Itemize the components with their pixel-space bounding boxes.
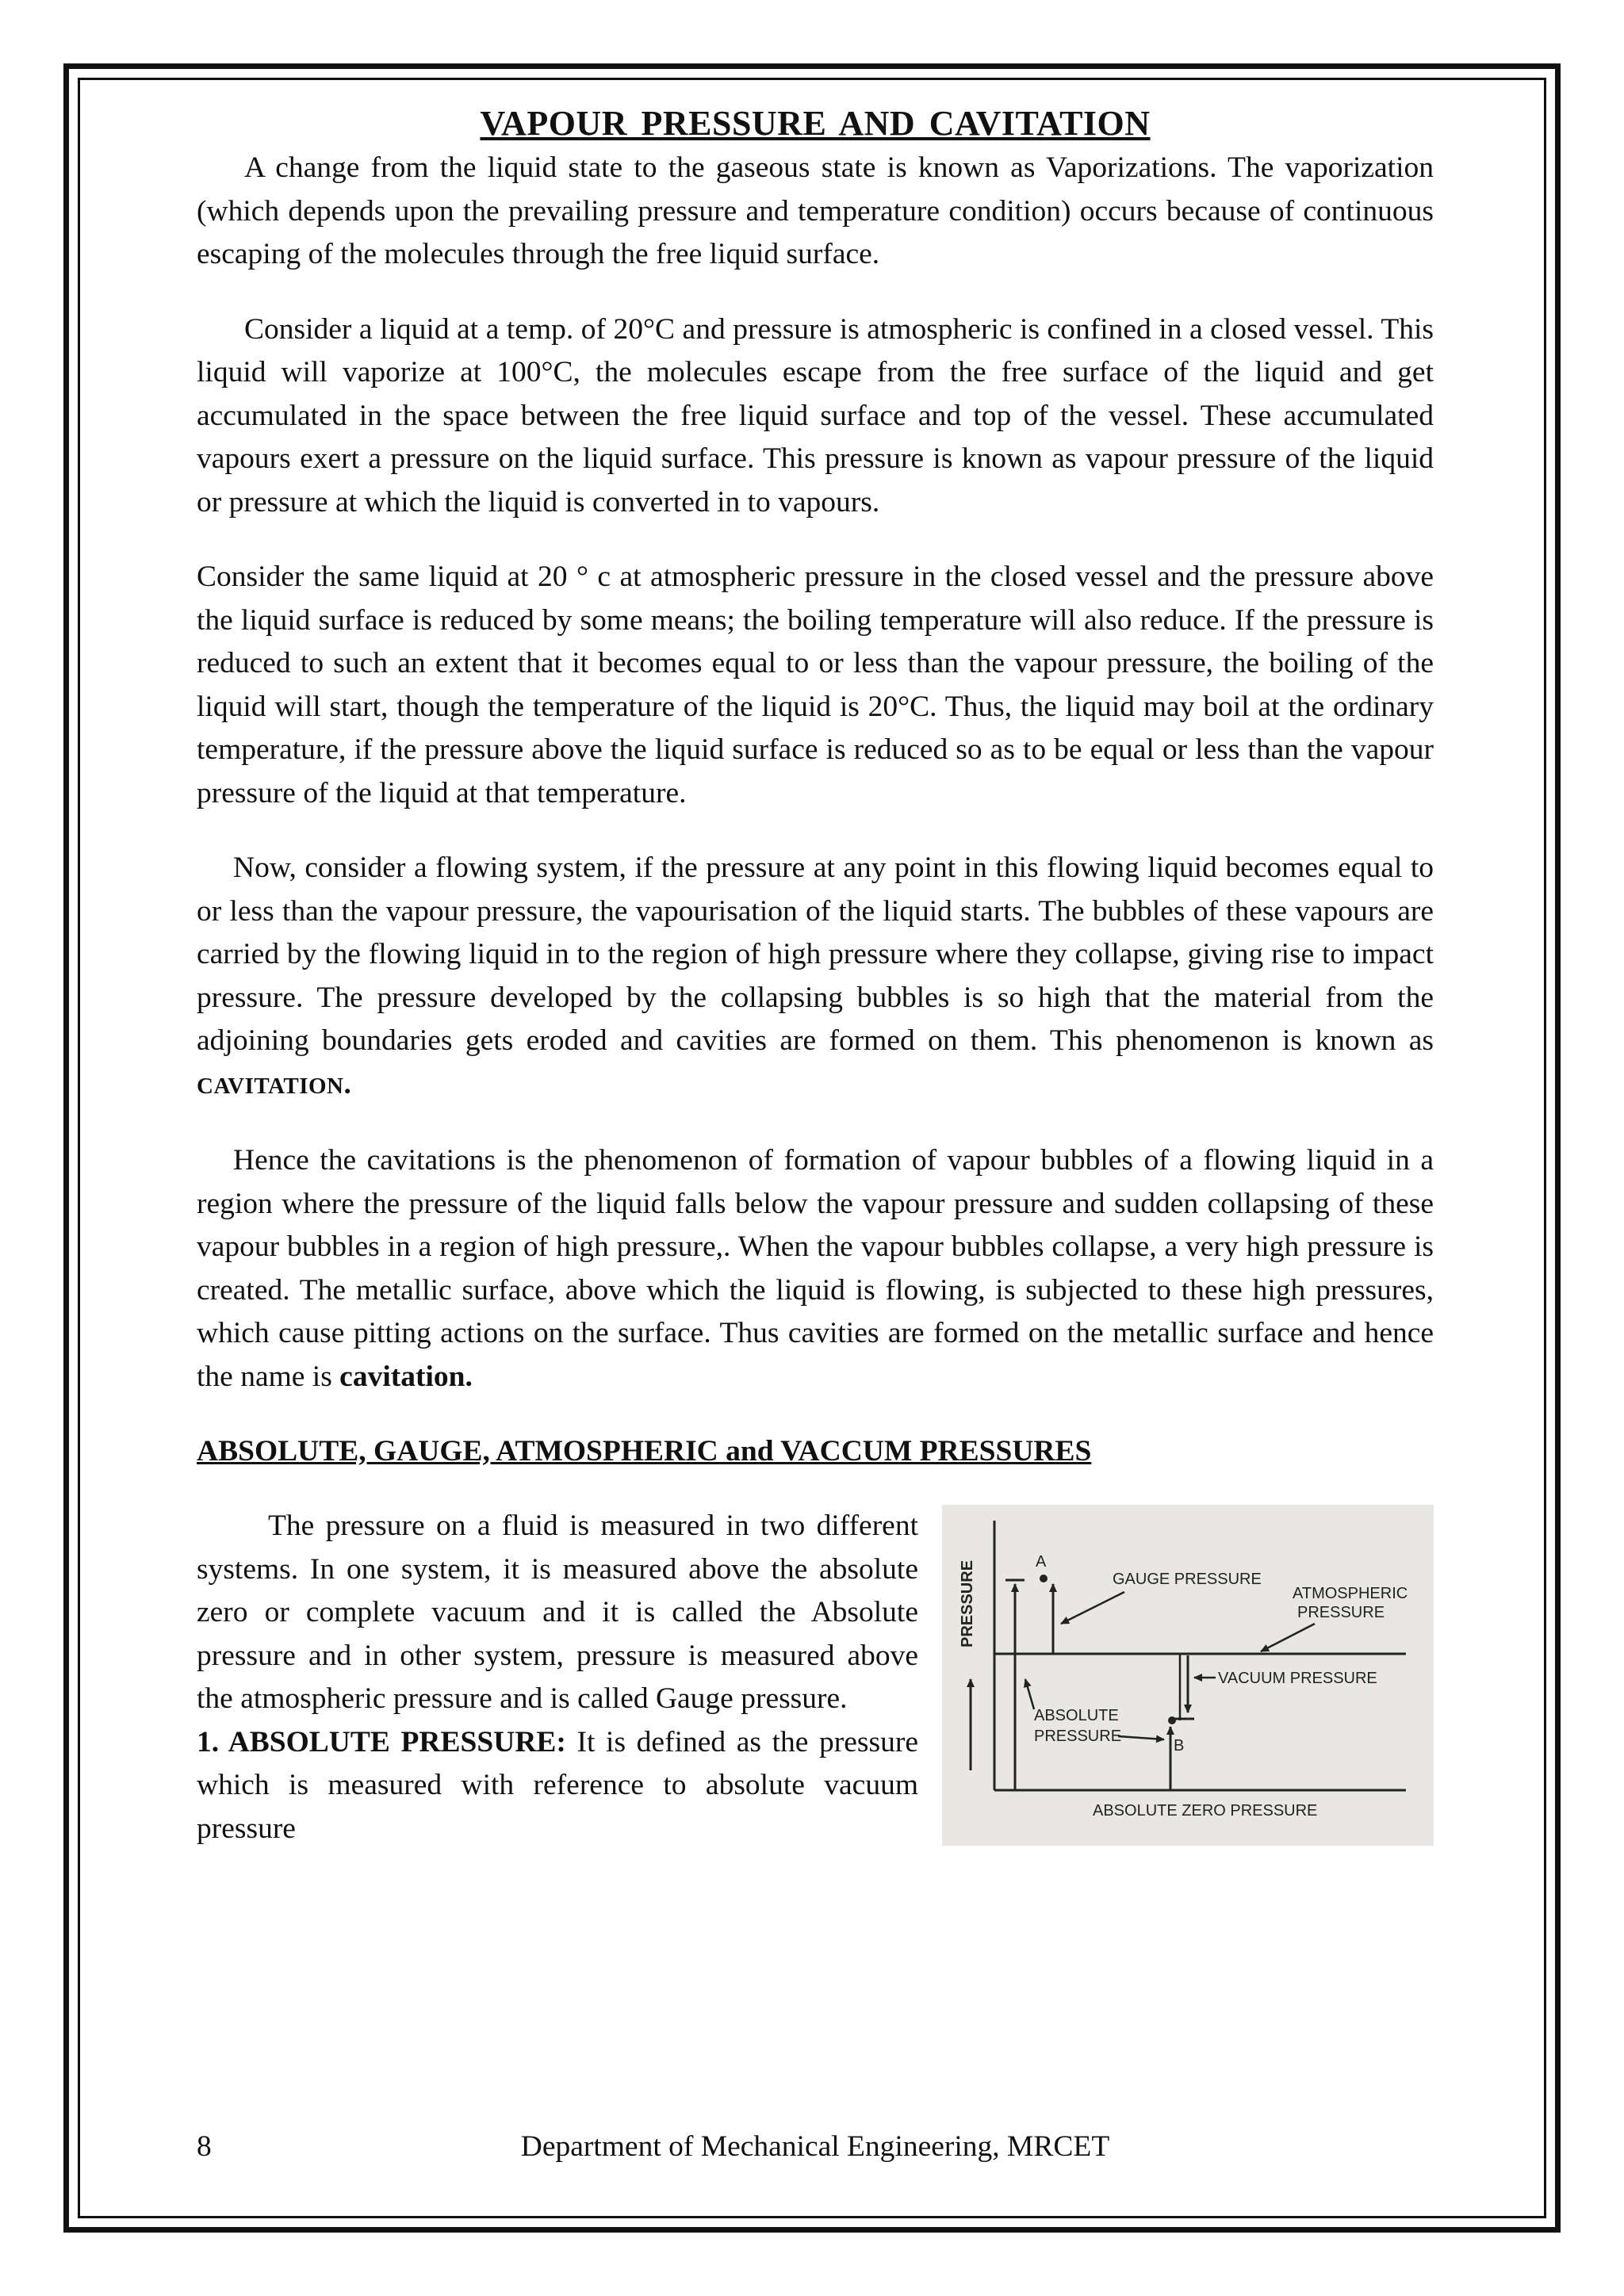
absolute-pointer-line <box>1118 1736 1164 1739</box>
point-b-marker <box>1168 1716 1176 1724</box>
paragraph-flowing-system-text: Now, consider a flowing system, if the pressure at any point in this flowing liquid becomes equal to or less than the vapour pressure, the vapourisation of the liquid starts. The bubbles of these vapours are carried by the flowing liquid in to the region of high pressure where they collapse, giving rise to impact pressure. The pressure developed by the collapsing bubbles is so high that the material from the adjoining boundaries gets eroded and cavities are formed on them. This phenomenon is known as <box>197 851 1434 1057</box>
absolute-zero-label: ABSOLUTE ZERO PRESSURE <box>1093 1802 1318 1820</box>
section-heading-pressures: ABSOLUTE, GAUGE, ATMOSPHERIC and VACCUM PRESSURES <box>197 1435 1092 1468</box>
pressure-diagram <box>942 1505 1434 1846</box>
pressure-section <box>197 1505 1434 1850</box>
vacuum-pressure-label: VACUUM PRESSURE <box>1218 1670 1377 1687</box>
paragraph-measurement-systems: The pressure on a fluid is measured in two different systems. In one system, it is measured above the absolute zero or complete vacuum and it is called the Absolute pressure and in other system, pressure is measured above the atmospheric pressure and is called Gauge pressure. <box>197 1510 918 1715</box>
cavitation-term: CAVITATION <box>197 1073 344 1099</box>
absolute-label-line1: ABSOLUTE <box>1034 1707 1119 1724</box>
absolute-pressure-label: 1. ABSOLUTE PRESSURE: <box>197 1725 566 1758</box>
cavitation-bold-term: cavitation. <box>339 1360 473 1393</box>
point-a-marker <box>1040 1575 1048 1582</box>
paragraph-cavitation-definition <box>197 1139 1434 1399</box>
atmospheric-pointer-line <box>1261 1624 1315 1651</box>
page-content <box>197 95 1434 1850</box>
absolute-label-line2: PRESSURE <box>1034 1728 1122 1745</box>
atmospheric-label-line1: ATMOSPHERIC <box>1293 1585 1408 1602</box>
paragraph-absolute-pressure <box>197 1721 918 1851</box>
gauge-pressure-label: GAUGE PRESSURE <box>1113 1571 1262 1588</box>
point-b-label: B <box>1174 1737 1185 1755</box>
paragraph-flowing-system <box>197 847 1434 1108</box>
gauge-pointer-line <box>1061 1592 1124 1624</box>
paragraph-reduced-pressure: Consider the same liquid at 20 ° c at atmospheric pressure in the closed vessel and the pressure above the liquid surface is reduced by some means; the boiling temperature will also reduce. If the pressure is reduced to such an extent that it becomes equal to or less than the vapour pressure, the boiling of the liquid will start, though the temperature of the liquid is 20°C. Thus, the liquid may boil at the ordinary temperature, if the pressure above the liquid surface is reduced so as to be equal or less than the vapour pressure of the liquid at that temperature. <box>197 561 1434 809</box>
pressure-text-column <box>197 1505 918 1850</box>
cavitation-term-period: . <box>343 1067 351 1100</box>
absolute-pointer-up-line <box>1025 1679 1034 1709</box>
paragraph-vaporization: A change from the liquid state to the gaseous state is known as Vaporizations. The vaporization (which depends upon the prevailing pressure and temperature condition) occurs because of continuous escaping of the molecules through the free liquid surface. <box>197 151 1434 270</box>
footer-department: Department of Mechanical Engineering, MRCET <box>520 2130 1110 2163</box>
paragraph-cavitation-definition-text: Hence the cavitations is the phenomenon of formation of vapour bubbles of a flowing liquid in a region where the pressure of the liquid falls below the vapour pressure and sudden collapsing of these vapour bubbles in a region of high pressure,. When the vapour bubbles collapse, a very high pressure is created. The metallic surface, above which the liquid is flowing, is subjected to these high pressures, which cause pitting actions on the surface. Thus cavities are formed on the metallic surface and hence the name is <box>197 1144 1434 1393</box>
atmospheric-label-line2: PRESSURE <box>1297 1604 1385 1621</box>
page-number: 8 <box>197 2130 212 2163</box>
paragraph-vapour-pressure: Consider a liquid at a temp. of 20°C and pressure is atmospheric is confined in a closed vessel. This liquid will vaporize at 100°C, the molecules escape from the free surface of the liquid and get accumulated in the space between the free liquid surface and top of the vessel. These accumulated vapours exert a pressure on the liquid surface. This pressure is known as vapour pressure of the liquid or pressure at which the liquid is converted in to vapours. <box>197 312 1434 519</box>
page-title: VAPOUR PRESSURE AND CAVITATION <box>480 104 1151 143</box>
point-a-label: A <box>1036 1553 1047 1571</box>
absolute-pressure-text: It is defined as the pressure which is measured with reference to absolute vacuum pressure <box>197 1725 918 1845</box>
pressure-axis-label: PRESSURE <box>959 1559 976 1647</box>
